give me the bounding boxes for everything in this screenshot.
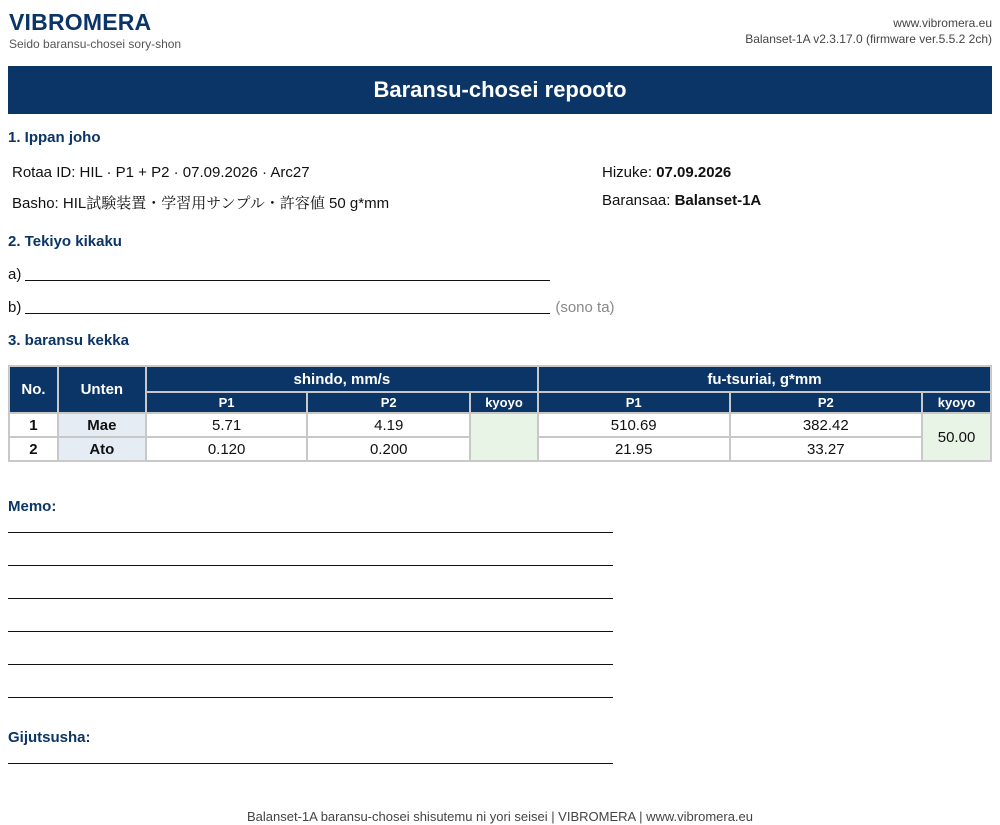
vib-p1-header: P1 <box>146 392 308 413</box>
imb-p2-value: 33.27 <box>730 437 923 461</box>
rotor-id-label: Rotaa ID: <box>12 164 76 181</box>
row-number: 1 <box>9 413 58 437</box>
vib-p1-value: 0.120 <box>146 437 308 461</box>
memo-line <box>8 631 613 632</box>
rotor-id-line <box>12 164 310 181</box>
col-run-header: Unten <box>58 366 146 413</box>
place-value: HIL試験装置・学習用サンプル・許容値 50 g*mm <box>62 195 390 212</box>
report-title: Baransu-chosei repooto <box>8 66 992 114</box>
date-value: 07.09.2026 <box>656 164 732 181</box>
standard-b-line <box>25 312 550 314</box>
standard-a-label: a) <box>8 266 22 283</box>
row-number: 2 <box>9 437 58 461</box>
section-results-heading: 3. baransu kekka <box>8 332 129 349</box>
results-table <box>8 365 992 462</box>
vib-p1-value: 5.71 <box>146 413 308 437</box>
section-standards-heading: 2. Tekiyo kikaku <box>8 233 122 250</box>
table-subheader-row <box>9 392 991 413</box>
table-header-row <box>9 366 991 392</box>
imb-tol-header: kyoyo <box>922 392 991 413</box>
place-label: Basho: <box>12 195 59 212</box>
footer-text: Balanset-1A baransu-chosei shisutemu ni yori seisei | VIBROMERA | www.vibromera.eu <box>246 809 754 824</box>
imb-p1-value: 510.69 <box>538 413 730 437</box>
vib-p2-value: 4.19 <box>307 413 470 437</box>
header-meta <box>745 15 992 47</box>
brand-name: VIBROMERA <box>9 9 152 35</box>
memo-line <box>8 697 613 698</box>
balancer-value: Balanset-1A <box>674 192 762 209</box>
date-line <box>602 164 731 181</box>
col-no-header: No. <box>9 366 58 413</box>
memo-label: Memo: <box>8 498 57 515</box>
imb-p1-header: P1 <box>538 392 730 413</box>
engineer-label: Gijutsusha: <box>8 729 91 746</box>
standard-a-line <box>25 279 550 281</box>
rotor-id-value: HIL · P1 + P2 · 07.09.2026 · Arc27 <box>79 164 310 181</box>
date-label: Hizuke: <box>602 164 653 181</box>
row-run-label: Mae <box>58 413 146 437</box>
balancer-line <box>602 192 761 209</box>
imbalance-group-header: fu-tsuriai, g*mm <box>538 366 991 392</box>
website-text: www.vibromera.eu <box>893 16 992 30</box>
imb-p1-value: 21.95 <box>538 437 730 461</box>
imb-tolerance-value: 50.00 <box>922 413 991 461</box>
row-run-label: Ato <box>58 437 146 461</box>
standard-b-note: (sono ta) <box>555 299 615 316</box>
section-general-heading: 1. Ippan joho <box>8 129 101 146</box>
brand-block <box>9 9 181 51</box>
memo-line <box>8 598 613 599</box>
memo-line <box>8 565 613 566</box>
vib-p2-header: P2 <box>307 392 470 413</box>
memo-line <box>8 664 613 665</box>
memo-line <box>8 532 613 533</box>
balancer-label: Baransaa: <box>602 192 671 209</box>
imb-p2-value: 382.42 <box>730 413 923 437</box>
vib-tol-header: kyoyo <box>470 392 538 413</box>
standard-b-row <box>8 299 615 316</box>
vib-p2-value: 0.200 <box>307 437 470 461</box>
vibration-group-header: shindo, mm/s <box>146 366 538 392</box>
version-text: Balanset-1A v2.3.17.0 (firmware ver.5.5.2 2ch) <box>745 32 992 46</box>
brand-subtitle: Seido baransu-chosei sory-shon <box>9 37 182 51</box>
vib-tolerance-value <box>470 413 538 461</box>
standard-a-row <box>8 266 550 283</box>
place-line <box>12 192 389 213</box>
imb-p2-header: P2 <box>730 392 923 413</box>
standard-b-label: b) <box>8 299 22 316</box>
engineer-signature-line <box>8 763 613 764</box>
table-row <box>9 413 991 437</box>
